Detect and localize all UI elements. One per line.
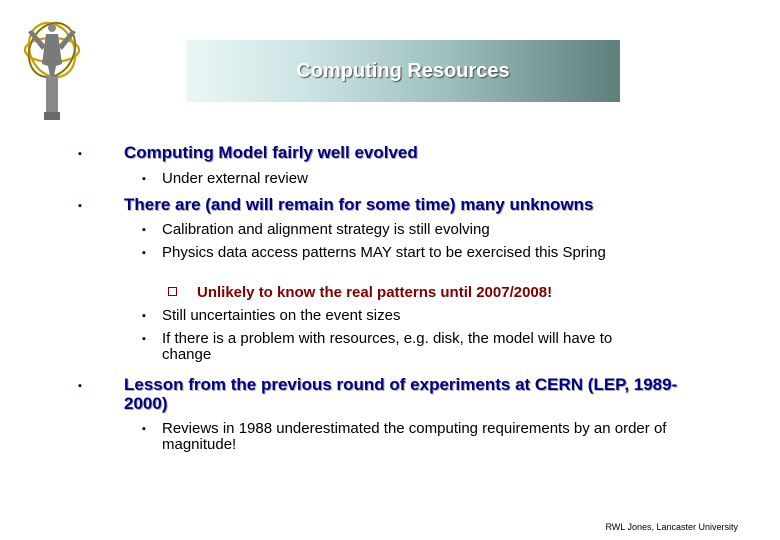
footer-credit: RWL Jones, Lancaster University [605,522,738,532]
square-bullet-icon: ▪ [78,380,82,392]
sub-bullet-text: Under external review [162,170,308,187]
sub-bullet [142,308,702,324]
square-bullet-icon: ▪ [78,200,82,212]
square-bullet-icon: ▪ [142,224,146,236]
hollow-square-bullet-icon [168,287,177,296]
slide-title: Computing Resources [296,59,510,82]
sub-bullet [142,421,702,453]
square-bullet-icon: ▪ [142,247,146,259]
sub-bullet-text: Still uncertainties on the event sizes [162,307,401,324]
square-bullet-icon: ▪ [142,173,146,185]
sub-bullet-text: Reviews in 1988 underestimated the computing requirements by an order of magnitude! [162,420,667,453]
square-bullet-icon: ▪ [142,333,146,345]
sub-sub-bullet [168,285,552,301]
sub-bullet [142,331,652,363]
sub-bullet-text: Calibration and alignment strategy is still evolving [162,221,490,238]
sub-bullet [142,171,702,187]
bullet-heading: There are (and will remain for some time) many unknowns [124,195,594,214]
bullet-heading: Computing Model fairly well evolved [124,143,418,162]
sub-sub-bullet-text: Unlikely to know the real patterns until 2007/2008! [197,284,553,301]
square-bullet-icon: ▪ [78,148,82,160]
sub-bullet-text: Physics data access patterns MAY start to be exercised this Spring [162,244,606,261]
sub-bullet-text: If there is a problem with resources, e.g. disk, the model will have to change [162,330,613,363]
sub-bullet [142,222,702,238]
square-bullet-icon: ▪ [142,423,146,435]
bullet-heading: Lesson from the previous round of experiments at CERN (LEP, 1989-2000) [124,375,678,413]
sub-bullet [142,245,687,261]
square-bullet-icon: ▪ [142,310,146,322]
